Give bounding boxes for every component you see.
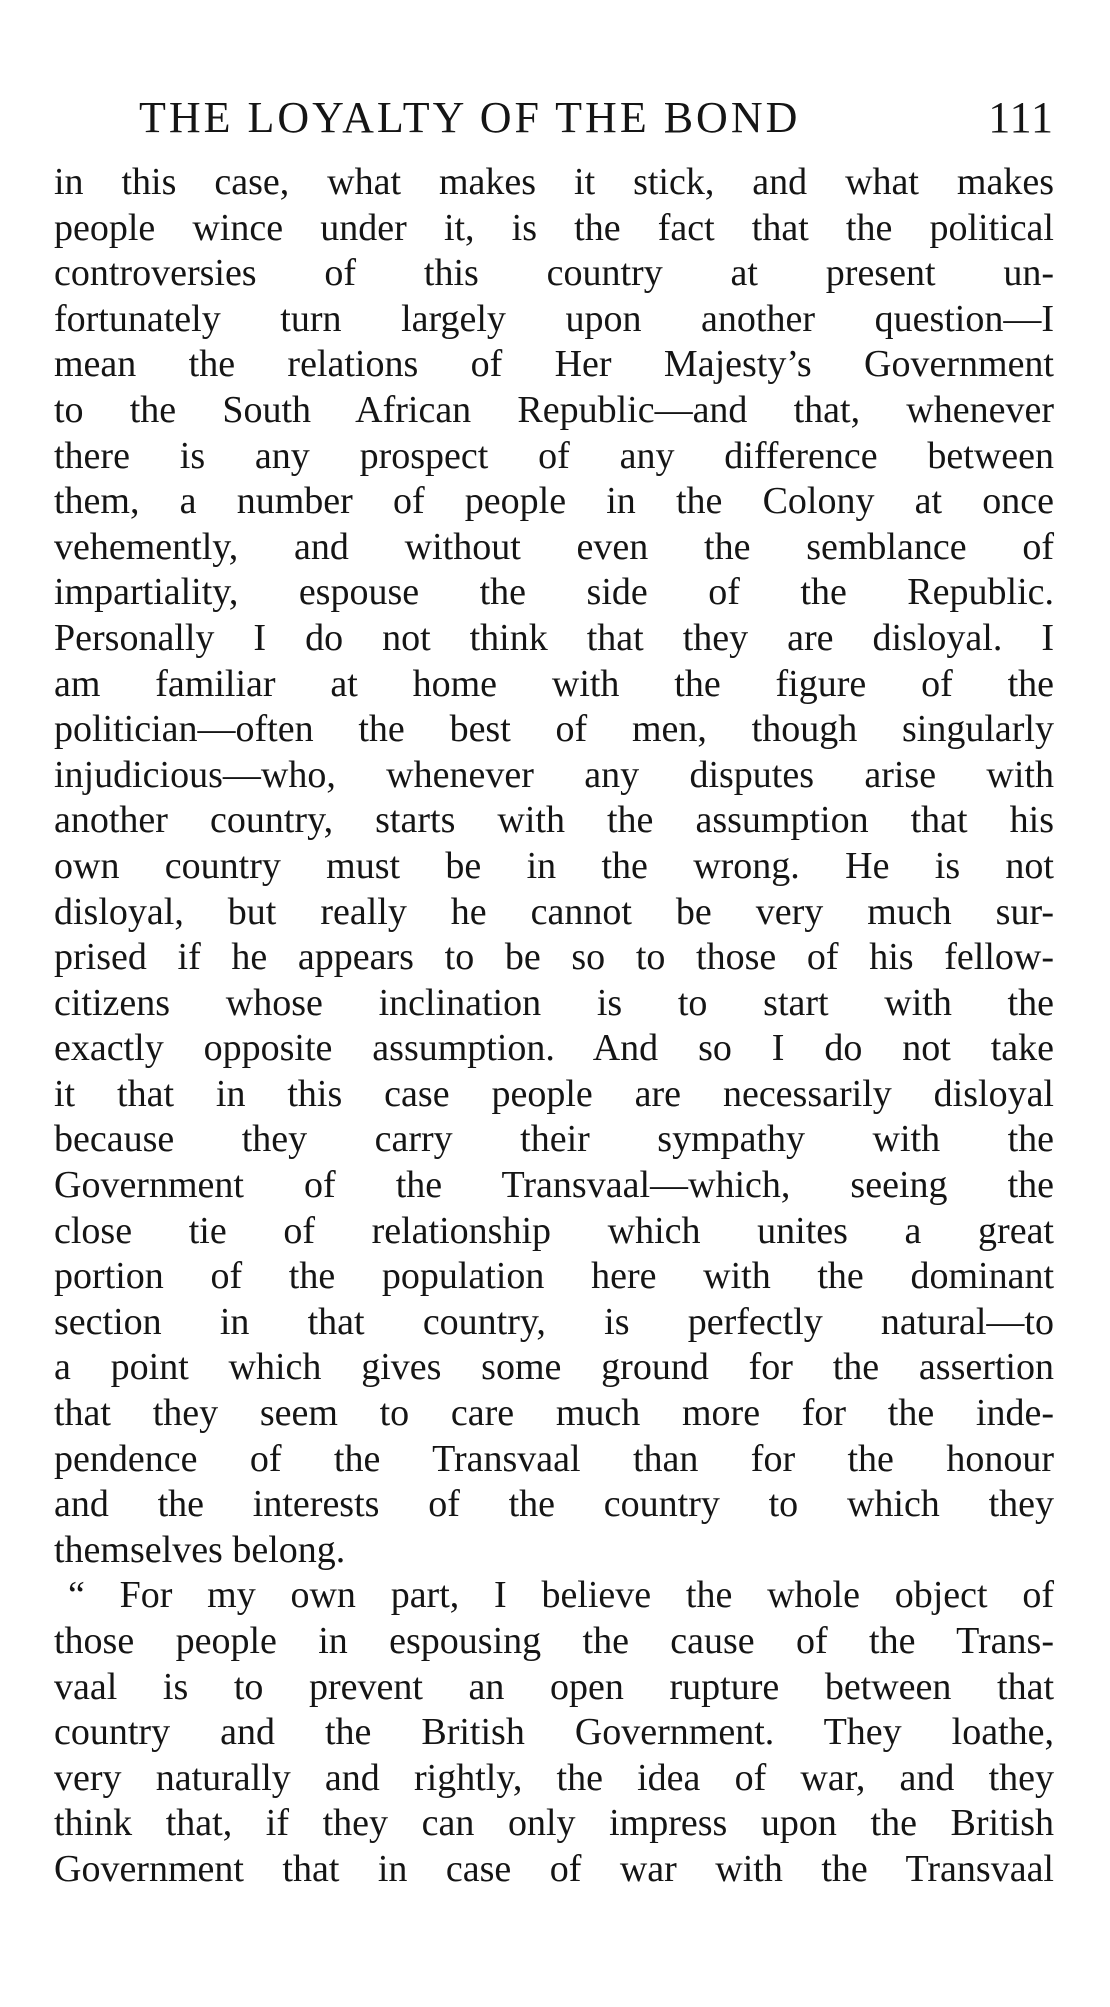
text-line: portion of the population here with the dominant xyxy=(54,1255,1054,1298)
text-line: fortunately turn largely upon another question—I xyxy=(54,297,1054,340)
text-line: mean the relations of Her Majesty’s Government xyxy=(54,343,1054,386)
text-line: exactly opposite assumption. And so I do not take xyxy=(54,1027,1054,1070)
running-head xyxy=(54,88,1054,148)
text-line: there is any prospect of any difference between xyxy=(54,434,1054,477)
text-line: because they carry their sympathy with the xyxy=(54,1118,1054,1161)
text-line: close tie of relationship which unites a great xyxy=(54,1209,1054,1252)
text-line: pendence of the Transvaal than for the honour xyxy=(54,1437,1054,1480)
text-line: those people in espousing the cause of the Trans- xyxy=(54,1620,1054,1662)
text-line: Government of the Transvaal—which, seeing the xyxy=(54,1164,1054,1207)
text-line: own country must be in the wrong. He is not xyxy=(54,844,1054,887)
text-line: politician—often the best of men, though singularly xyxy=(54,708,1054,751)
text-line: it that in this case people are necessarily disloyal xyxy=(54,1072,1054,1115)
text-line: to the South African Republic—and that, whenever xyxy=(54,388,1054,431)
text-line: am familiar at home with the figure of the xyxy=(54,662,1054,705)
text-line: country and the British Government. They loathe, xyxy=(54,1711,1054,1754)
text-line: vaal is to prevent an open rupture between that xyxy=(54,1665,1054,1708)
text-line: and the interests of the country to which they xyxy=(54,1483,1054,1526)
text-line: Personally I do not think that they are disloyal. I xyxy=(54,616,1054,659)
text-line: that they seem to care much more for the inde- xyxy=(54,1392,1054,1435)
paragraph-start-line: “ For my own part, I believe the whole object of xyxy=(68,1574,1054,1617)
text-line: prised if he appears to be so to those of his fellow- xyxy=(54,936,1054,979)
body-text xyxy=(54,160,1054,1893)
text-line: disloyal, but really he cannot be very much sur- xyxy=(54,890,1054,933)
running-title: THE LOYALTY OF THE BOND xyxy=(139,93,801,142)
text-line: citizens whose inclination is to start with the xyxy=(54,981,1054,1024)
text-line: impartiality, espouse the side of the Republic. xyxy=(54,571,1054,614)
text-line: controversies of this country at present un- xyxy=(54,252,1054,295)
text-line: think that, if they can only impress upon the British xyxy=(54,1802,1054,1845)
text-line: vehemently, and without even the semblance of xyxy=(54,525,1054,568)
text-line: very naturally and rightly, the idea of war, and they xyxy=(54,1756,1054,1799)
text-line: section in that country, is perfectly natural—to xyxy=(54,1300,1054,1343)
text-line: people wince under it, is the fact that the political xyxy=(54,206,1054,249)
text-line: in this case, what makes it stick, and what makes xyxy=(54,161,1054,203)
text-line: another country, starts with the assumption that his xyxy=(54,799,1054,842)
text-line: a point which gives some ground for the assertion xyxy=(54,1346,1054,1389)
text-line: them, a number of people in the Colony at once xyxy=(54,480,1054,523)
page-number: 111 xyxy=(988,93,1054,142)
text-line: injudicious—who, whenever any disputes arise with xyxy=(54,753,1054,796)
paragraph-end-line: themselves belong. xyxy=(54,1528,346,1571)
text-line: Government that in case of war with the Transvaal xyxy=(54,1847,1054,1890)
